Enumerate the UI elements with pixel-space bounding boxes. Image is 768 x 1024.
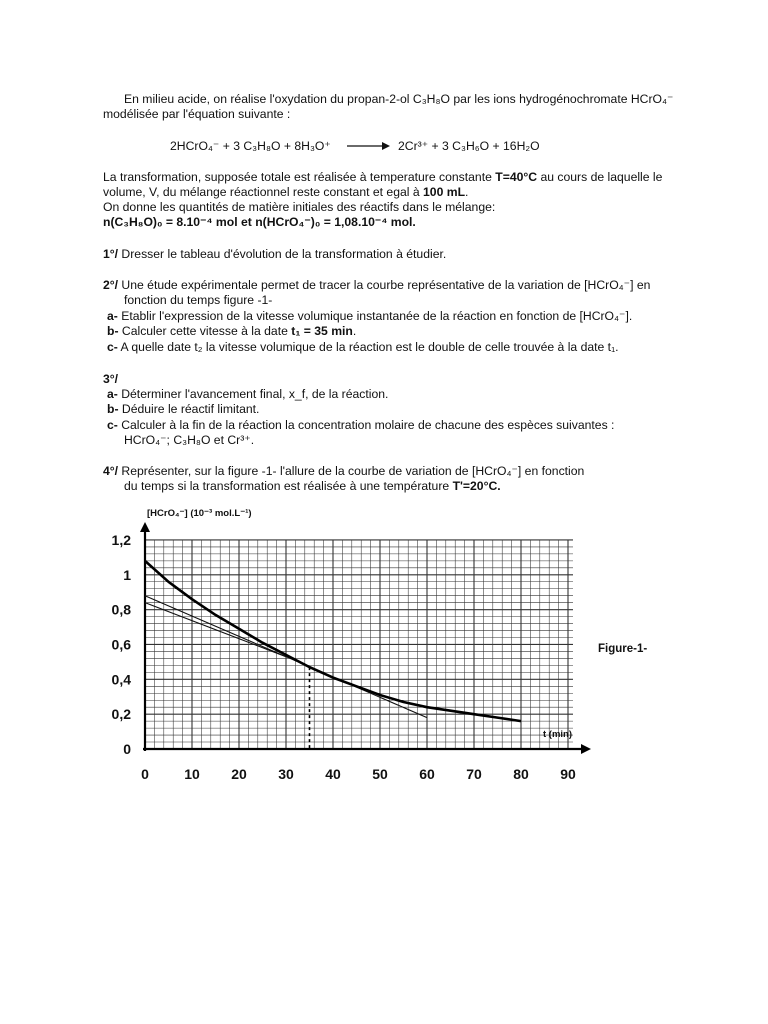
x-tick-label: 10 xyxy=(184,766,200,782)
question-number: 1°/ xyxy=(103,247,119,261)
question-text: Une étude expérimentale permet de tracer la courbe représentative de la variation de [HCrO₄⁻] en xyxy=(118,278,651,292)
sub-question-text: Déduire le réactif limitant. xyxy=(118,402,260,416)
question-text: du temps si la transformation est réalisée à une température xyxy=(124,479,453,493)
sub-question-text: Calculer à la fin de la réaction la concentration molaire de chacune des espèces suivantes : xyxy=(117,418,615,432)
question-text: Représenter, sur la figure -1- l'allure de la courbe de variation de [HCrO₄⁻] en fonction xyxy=(118,464,585,478)
question-number: 2°/ xyxy=(103,278,119,292)
equation-lhs: 2HCrO₄⁻ + 3 C₃H₈O + 8H₃O⁺ xyxy=(170,139,331,153)
x-tick-label: 0 xyxy=(141,766,149,782)
question-number: 4°/ xyxy=(103,464,119,478)
x-tick-label: 90 xyxy=(560,766,576,782)
question-3-number: 3°/ xyxy=(103,372,119,386)
y-tick-label: 1,2 xyxy=(111,531,131,548)
tangent-line xyxy=(145,603,286,657)
sub-question-label: c- xyxy=(107,340,118,354)
x-tick-label: 30 xyxy=(278,766,294,782)
x-tick-label: 40 xyxy=(325,766,341,782)
y-tick-label: 0,4 xyxy=(111,671,131,688)
y-axis-arrow-icon xyxy=(140,522,150,532)
sub-question-text: Déterminer l'avancement final, x_f, de la réaction. xyxy=(117,387,389,401)
volume-value: 100 mL xyxy=(423,185,466,199)
x-tick-label: 70 xyxy=(466,766,482,782)
x-tick-label: 60 xyxy=(419,766,435,782)
sub-question-label: a- xyxy=(107,309,118,323)
x-axis-label: t (min) xyxy=(543,729,573,740)
conditions-text: volume, V, du mélange réactionnel reste constant et egal à xyxy=(103,185,424,199)
conditions-text: au cours de laquelle le xyxy=(537,170,663,184)
y-tick-label: 0 xyxy=(123,741,131,757)
x-tick-label: 20 xyxy=(231,766,247,782)
y-axis-label: [HCrO₄⁻] (10⁻³ mol.L⁻¹) xyxy=(147,508,252,519)
chart-grid xyxy=(145,540,573,749)
sub-question-label: c- xyxy=(107,418,118,432)
sub-question-text: A quelle date t₂ la vitesse volumique de la réaction est le double de celle trouvée à la date t₁. xyxy=(117,340,619,354)
y-tick-label: 1 xyxy=(123,566,131,583)
conditions-text: . xyxy=(465,185,469,199)
conditions-text: La transformation, supposée totale est réalisée à temperature constante xyxy=(103,170,496,184)
sub-question-text: . xyxy=(352,324,357,338)
sub-question-text: Etablir l'expression de la vitesse volumique instantanée de la réaction en fonction de [HCrO₄⁻]. xyxy=(117,309,633,323)
sub-question-label: b- xyxy=(107,402,119,416)
x-axis-arrow-icon xyxy=(581,744,591,754)
date-t1: t₁ = 35 min xyxy=(291,324,353,338)
conditions-line-3: On donne les quantités de matière initiales des réactifs dans le mélange: xyxy=(103,200,496,214)
sub-question-label: b- xyxy=(107,324,119,338)
y-tick-label: 0,6 xyxy=(111,636,131,653)
temperature-value-2: T'=20°C. xyxy=(452,479,501,493)
sub-question-text: Calculer cette vitesse à la date xyxy=(118,324,292,338)
question-2-line-2: fonction du temps figure -1- xyxy=(124,293,273,307)
x-tick-label: 80 xyxy=(513,766,529,782)
intro-line-2: modélisée par l'équation suivante : xyxy=(103,107,291,121)
chart-axes xyxy=(140,522,591,754)
figure-label: Figure-1- xyxy=(598,643,648,655)
question-3c-species: HCrO₄⁻; C₃H₈O et Cr³⁺. xyxy=(124,433,255,447)
intro-line-1: En milieu acide, on réalise l'oxydation du propan-2-ol C₃H₈O par les ions hydrogénochromate HCrO₄⁻ xyxy=(124,92,674,106)
initial-quantities: n(C₃H₈O)₀ = 8.10⁻⁴ mol et n(HCrO₄⁻)₀ = 1,08.10⁻⁴ mol. xyxy=(103,215,416,229)
temperature-value: T=40°C xyxy=(495,170,538,184)
question-text: Dresser le tableau d'évolution de la transformation à étudier. xyxy=(118,247,447,261)
y-tick-label: 0,8 xyxy=(111,601,131,618)
y-tick-label: 0,2 xyxy=(111,706,131,723)
sub-question-label: a- xyxy=(107,387,118,401)
equation-rhs: 2Cr³⁺ + 3 C₃H₆O + 16H₂O xyxy=(398,139,540,153)
x-tick-label: 50 xyxy=(372,766,388,782)
